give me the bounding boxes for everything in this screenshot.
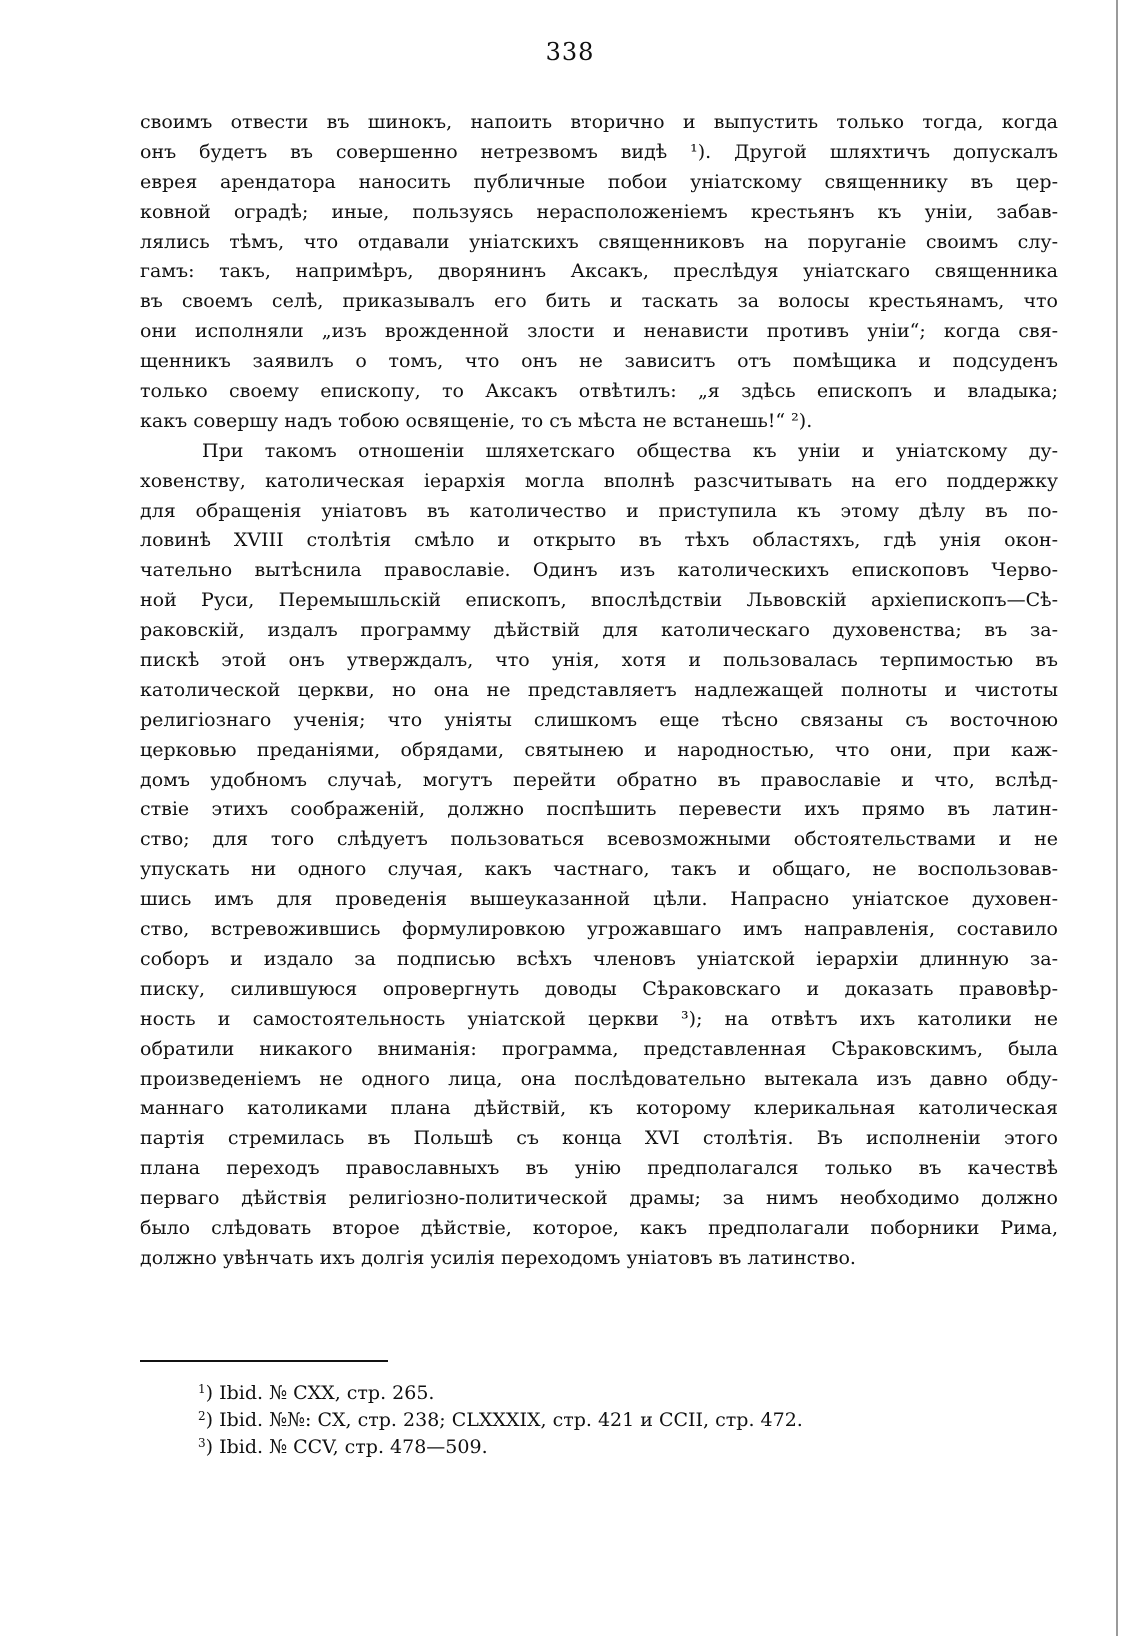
- text-line: обратили никакого вниманія: программа, представленная Сѣраковскимъ, была: [140, 1037, 1058, 1060]
- footnote-marker: 1: [198, 1382, 206, 1396]
- footnote-marker: 3: [198, 1436, 206, 1450]
- text-line: было слѣдовать второе дѣйствіе, которое, какъ предполагали поборники Рима,: [140, 1216, 1058, 1239]
- text-line: партія стремилась въ Польшѣ съ конца XVI столѣтія. Въ исполненіи этого: [140, 1127, 1058, 1150]
- text-line: только своему епископу, то Аксакъ отвѣтилъ: „я здѣсь епископъ и владыка;: [140, 380, 1058, 403]
- text-line: соборъ и издало за подписью всѣхъ членовъ уніатской іерархіи длинную за-: [140, 947, 1058, 970]
- footnote-separator: [140, 1360, 388, 1362]
- body-text: [140, 108, 1058, 1274]
- text-line: ство; для того слѣдуетъ пользоваться всевозможными обстоятельствами и не: [140, 828, 1058, 851]
- text-line: ховенству, католическая іерархія могла вполнѣ разсчитывать на его поддержку: [140, 469, 1058, 492]
- text-line: еврея арендатора наносить публичные побои уніатскому священнику въ цер-: [140, 170, 1058, 193]
- text-line: перваго дѣйствія религіозно-политической драмы; за нимъ необходимо должно: [140, 1187, 1058, 1210]
- text-line: домъ удобномъ случаѣ, могутъ перейти обратно въ православіе и что, вслѣд-: [140, 768, 1058, 791]
- page-number: 338: [545, 38, 595, 66]
- text-line: они исполняли „изъ врожденной злости и ненависти противъ уніи“; когда свя-: [140, 320, 1058, 343]
- text-line: произведеніемъ не одного лица, она послѣдовательно вытекала изъ давно обду-: [140, 1067, 1058, 1090]
- footnote-text: ) Ibid. № CCV, стр. 478—509.: [205, 1436, 488, 1458]
- text-line: маннаго католиками плана дѣйствій, къ которому клерикальная католическая: [140, 1097, 1058, 1120]
- footnote-2: [198, 1403, 1018, 1430]
- text-line: церковью преданіями, обрядами, святынею и народностью, что они, при каж-: [140, 738, 1058, 761]
- text-line: для обращенія уніатовъ въ католичество и приступила къ этому дѣлу въ по-: [140, 499, 1058, 522]
- text-line: щенникъ заявилъ о томъ, что онъ не зависитъ отъ помѣщика и подсуденъ: [140, 350, 1058, 373]
- text-line: раковскій, издалъ программу дѣйствій для католическаго духовенства; въ за-: [140, 619, 1058, 642]
- footnotes: [198, 1376, 1018, 1457]
- text-line: ность и самостоятельность уніатской церкви ³); на отвѣтъ ихъ католики не: [140, 1007, 1058, 1030]
- paragraph-end-line: какъ совершу надъ тобою освященіе, то съ мѣста не встанешь!“ ²).: [140, 409, 813, 432]
- footnote-text: ) Ibid. № CXX, стр. 265.: [205, 1382, 435, 1404]
- text-line: ство, встревожившись формулировкою угрожавшаго имъ направленія, составило: [140, 918, 1058, 941]
- text-line: ной Руси, Перемышльскій епископъ, впослѣдствіи Львовскій архіепископъ—Сѣ-: [140, 589, 1058, 612]
- text-line: гамъ: такъ, напримѣръ, дворянинъ Аксакъ, преслѣдуя уніатскаго священника: [140, 260, 1058, 283]
- text-line: ствіе этихъ соображеній, должно поспѣшить перевести ихъ прямо въ латин-: [140, 798, 1058, 821]
- text-line: религіознаго ученія; что уніяты слишкомъ еще тѣсно связаны съ восточною: [140, 708, 1058, 731]
- page-edge-rule: [1116, 0, 1118, 1636]
- text-line: чательно вытѣснила православіе. Одинъ изъ католическихъ епископовъ Черво-: [140, 559, 1058, 582]
- text-line: лялись тѣмъ, что отдавали уніатскихъ священниковъ на поруганіе своимъ слу-: [140, 230, 1058, 253]
- footnote-3: [198, 1430, 1018, 1457]
- text-line: упускать ни одного случая, какъ частнаго, такъ и общаго, не воспользовав-: [140, 858, 1058, 881]
- text-line: католической церкви, но она не представляетъ надлежащей полноты и чистоты: [140, 678, 1058, 701]
- text-line: въ своемъ селѣ, приказывалъ его бить и таскать за волосы крестьянамъ, что: [140, 290, 1058, 313]
- footnote-marker: 2: [198, 1409, 206, 1423]
- text-line: своимъ отвести въ шинокъ, напоить вторично и выпустить только тогда, когда: [140, 111, 1058, 133]
- text-line: плана переходъ православныхъ въ унію предполагался только въ качествѣ: [140, 1157, 1058, 1180]
- paragraph-end-line: должно увѣнчать ихъ долгія усилія переходомъ уніатовъ въ латинство.: [140, 1246, 856, 1269]
- footnote-text: ) Ibid. №№: CX, стр. 238; CLXXXIX, стр. 421 и CCII, стр. 472.: [205, 1409, 803, 1431]
- text-line: ловинѣ XVIII столѣтія смѣло и открыто въ тѣхъ областяхъ, гдѣ унія окон-: [140, 529, 1058, 552]
- text-line: шись имъ для проведенія вышеуказанной цѣли. Напрасно уніатское духовен-: [140, 888, 1058, 911]
- footnote-1: [198, 1376, 1018, 1403]
- text-line: пискѣ этой онъ утверждалъ, что унія, хотя и пользовалась терпимостью въ: [140, 649, 1058, 672]
- text-line: ковной оградѣ; иные, пользуясь нерасположеніемъ крестьянъ къ уніи, забав-: [140, 200, 1058, 223]
- text-line: онъ будетъ въ совершенно нетрезвомъ видѣ ¹). Другой шляхтичъ допускалъ: [140, 140, 1058, 163]
- text-line: писку, силившуюся опровергнуть доводы Сѣраковскаго и доказать правовѣр-: [140, 977, 1058, 1000]
- paragraph-start-line: При такомъ отношеніи шляхетскаго общества къ уніи и уніатскому ду-: [202, 439, 1058, 462]
